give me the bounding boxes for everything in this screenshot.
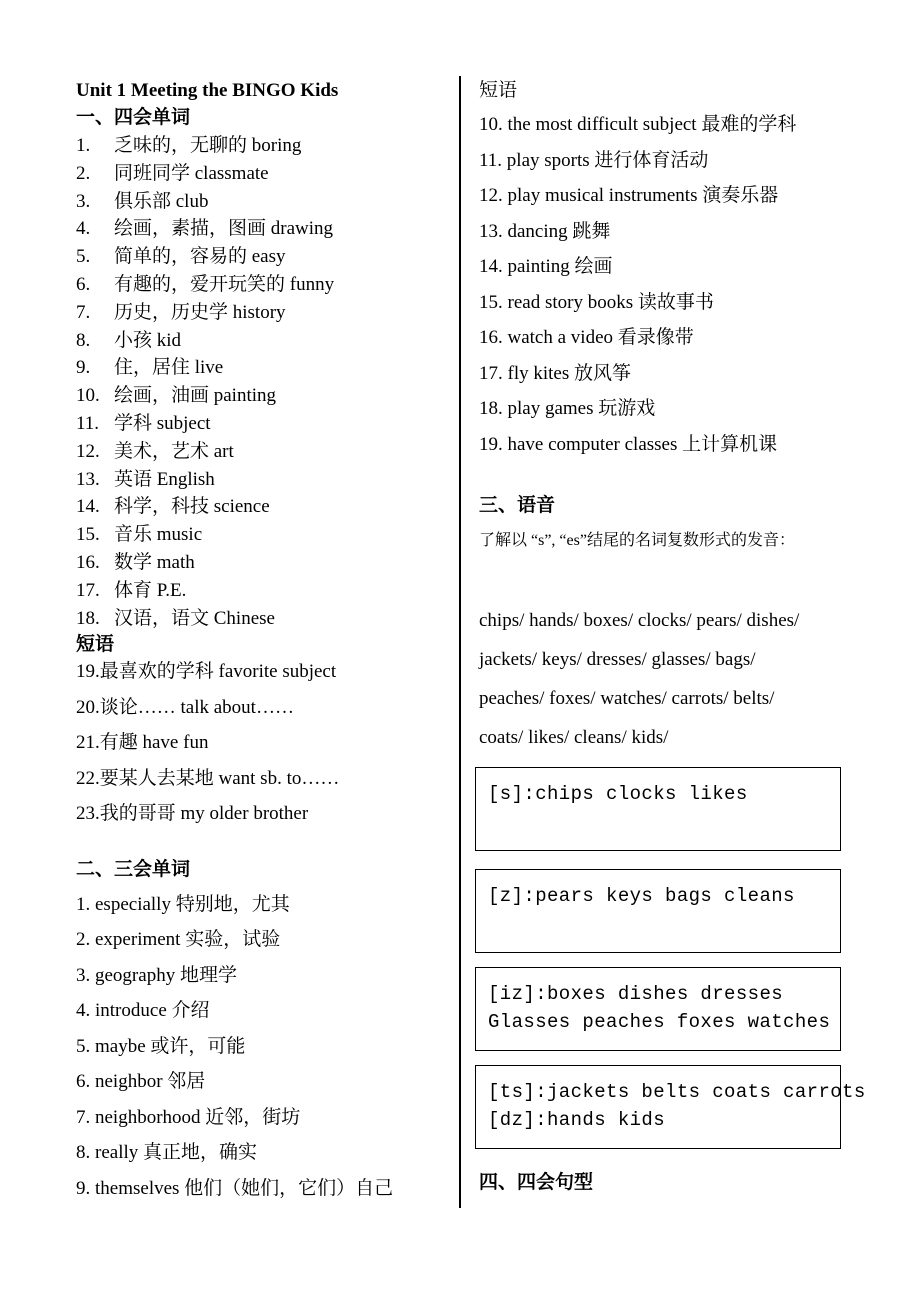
list-item: 10. 绘画，油画 painting: [76, 385, 277, 407]
list-item: 8. 小孩 kid: [76, 329, 182, 351]
list-item: 4. introduce 介绍: [76, 1000, 210, 1022]
list-item: 6. neighbor 邻居: [76, 1071, 206, 1093]
section2-heading: 二、三会单词: [76, 858, 191, 880]
sound-box-iz: [iz]:boxes dishes dresses Glasses peaches foxes watches: [475, 967, 841, 1051]
page-title: Unit 1 Meeting the BINGO Kids: [76, 80, 339, 101]
list-item: 12. play musical instruments 演奏乐器: [479, 185, 779, 206]
section2-vocab-list: [76, 887, 456, 1207]
section2-phrases-heading: 短语: [479, 80, 518, 101]
section1-phrases-heading: 短语: [76, 634, 115, 656]
list-item: 16. watch a video 看录像带: [479, 327, 694, 348]
list-item: 18. play games 玩游戏: [479, 398, 656, 419]
list-item: 3. 俱乐部 club: [76, 190, 209, 212]
list-item: 16. 数学 math: [76, 551, 195, 573]
list-item: 15. read story books 读故事书: [479, 291, 714, 313]
list-item: 8. really 真正地，确实: [76, 1142, 258, 1164]
list-item: 5. maybe 或许，可能: [76, 1035, 246, 1057]
section3-heading: 三、语音: [479, 495, 556, 516]
section1-phrase-list: [76, 654, 456, 832]
list-item: 14. painting 绘画: [479, 256, 613, 277]
list-item: 3. geography 地理学: [76, 964, 237, 986]
list-item: 5. 简单的，容易的 easy: [76, 246, 286, 268]
word-line: coats/ likes/ cleans/ kids/: [479, 727, 669, 748]
list-item: 2. 同班同学 classmate: [76, 162, 269, 184]
section4-heading: 四、四会句型: [479, 1172, 594, 1193]
sound-box-s: [s]:chips clocks likes: [475, 767, 841, 851]
pronunciation-note: 了解以 “s”, “es”结尾的名词复数形式的发音：: [479, 532, 795, 549]
column-divider: [459, 76, 461, 1208]
list-item: 1. especially 特别地，尤其: [76, 893, 290, 915]
sound-box-z: [z]:pears keys bags cleans: [475, 869, 841, 953]
list-item: 11. 学科 subject: [76, 412, 211, 434]
word-line: peaches/ foxes/ watches/ carrots/ belts/: [479, 688, 775, 709]
word-line: chips/ hands/ boxes/ clocks/ pears/ dishes/: [479, 610, 800, 631]
section1-vocab-list: [76, 132, 456, 632]
sound-box-ts-dz: [ts]:jackets belts coats carrots [dz]:hands kids: [475, 1065, 841, 1149]
word-line: jackets/ keys/ dresses/ glasses/ bags/: [479, 649, 756, 670]
right-column: [479, 78, 866, 1197]
list-item: 17. 体育 P.E.: [76, 579, 187, 601]
list-item: 4. 绘画，素描，图画 drawing: [76, 218, 334, 240]
list-item: 14. 科学，科技 science: [76, 496, 270, 518]
list-item: 11. play sports 进行体育活动: [479, 149, 709, 171]
list-item: 7. 历史，历史学 history: [76, 301, 286, 323]
list-item: 7. neighborhood 近邻，街坊: [76, 1106, 301, 1128]
list-item: 1. 乏味的，无聊的 boring: [76, 135, 302, 156]
list-item: 9. 住，居住 live: [76, 357, 224, 379]
list-item: 20.谈论…… talk about……: [76, 696, 294, 718]
list-item: 17. fly kites 放风筝: [479, 362, 631, 384]
list-item: 13. dancing 跳舞: [479, 220, 611, 242]
list-item: 15. 音乐 music: [76, 524, 203, 546]
list-item: 6. 有趣的，爱开玩笑的 funny: [76, 273, 335, 295]
list-item: 18. 汉语，语文 Chinese: [76, 607, 275, 629]
list-item: 23.我的哥哥 my older brother: [76, 803, 309, 825]
list-item: 19.最喜欢的学科 favorite subject: [76, 661, 337, 683]
list-item: 10. the most difficult subject 最难的学科: [479, 114, 797, 135]
list-item: 19. have computer classes 上计算机课: [479, 433, 778, 455]
list-item: 12. 美术，艺术 art: [76, 440, 234, 462]
plural-word-list: [479, 601, 845, 757]
list-item: 2. experiment 实验，试验: [76, 929, 281, 951]
list-item: 22.要某人去某地 want sb. to……: [76, 767, 340, 789]
list-item: 13. 英语 English: [76, 468, 215, 490]
list-item: 21.有趣 have fun: [76, 732, 209, 754]
section2-phrase-list: [479, 107, 851, 462]
section1-heading: 一、四会单词: [76, 107, 191, 128]
left-column: [76, 78, 456, 1206]
list-item: 9. themselves 他们（她们，它们）自己: [76, 1177, 394, 1199]
